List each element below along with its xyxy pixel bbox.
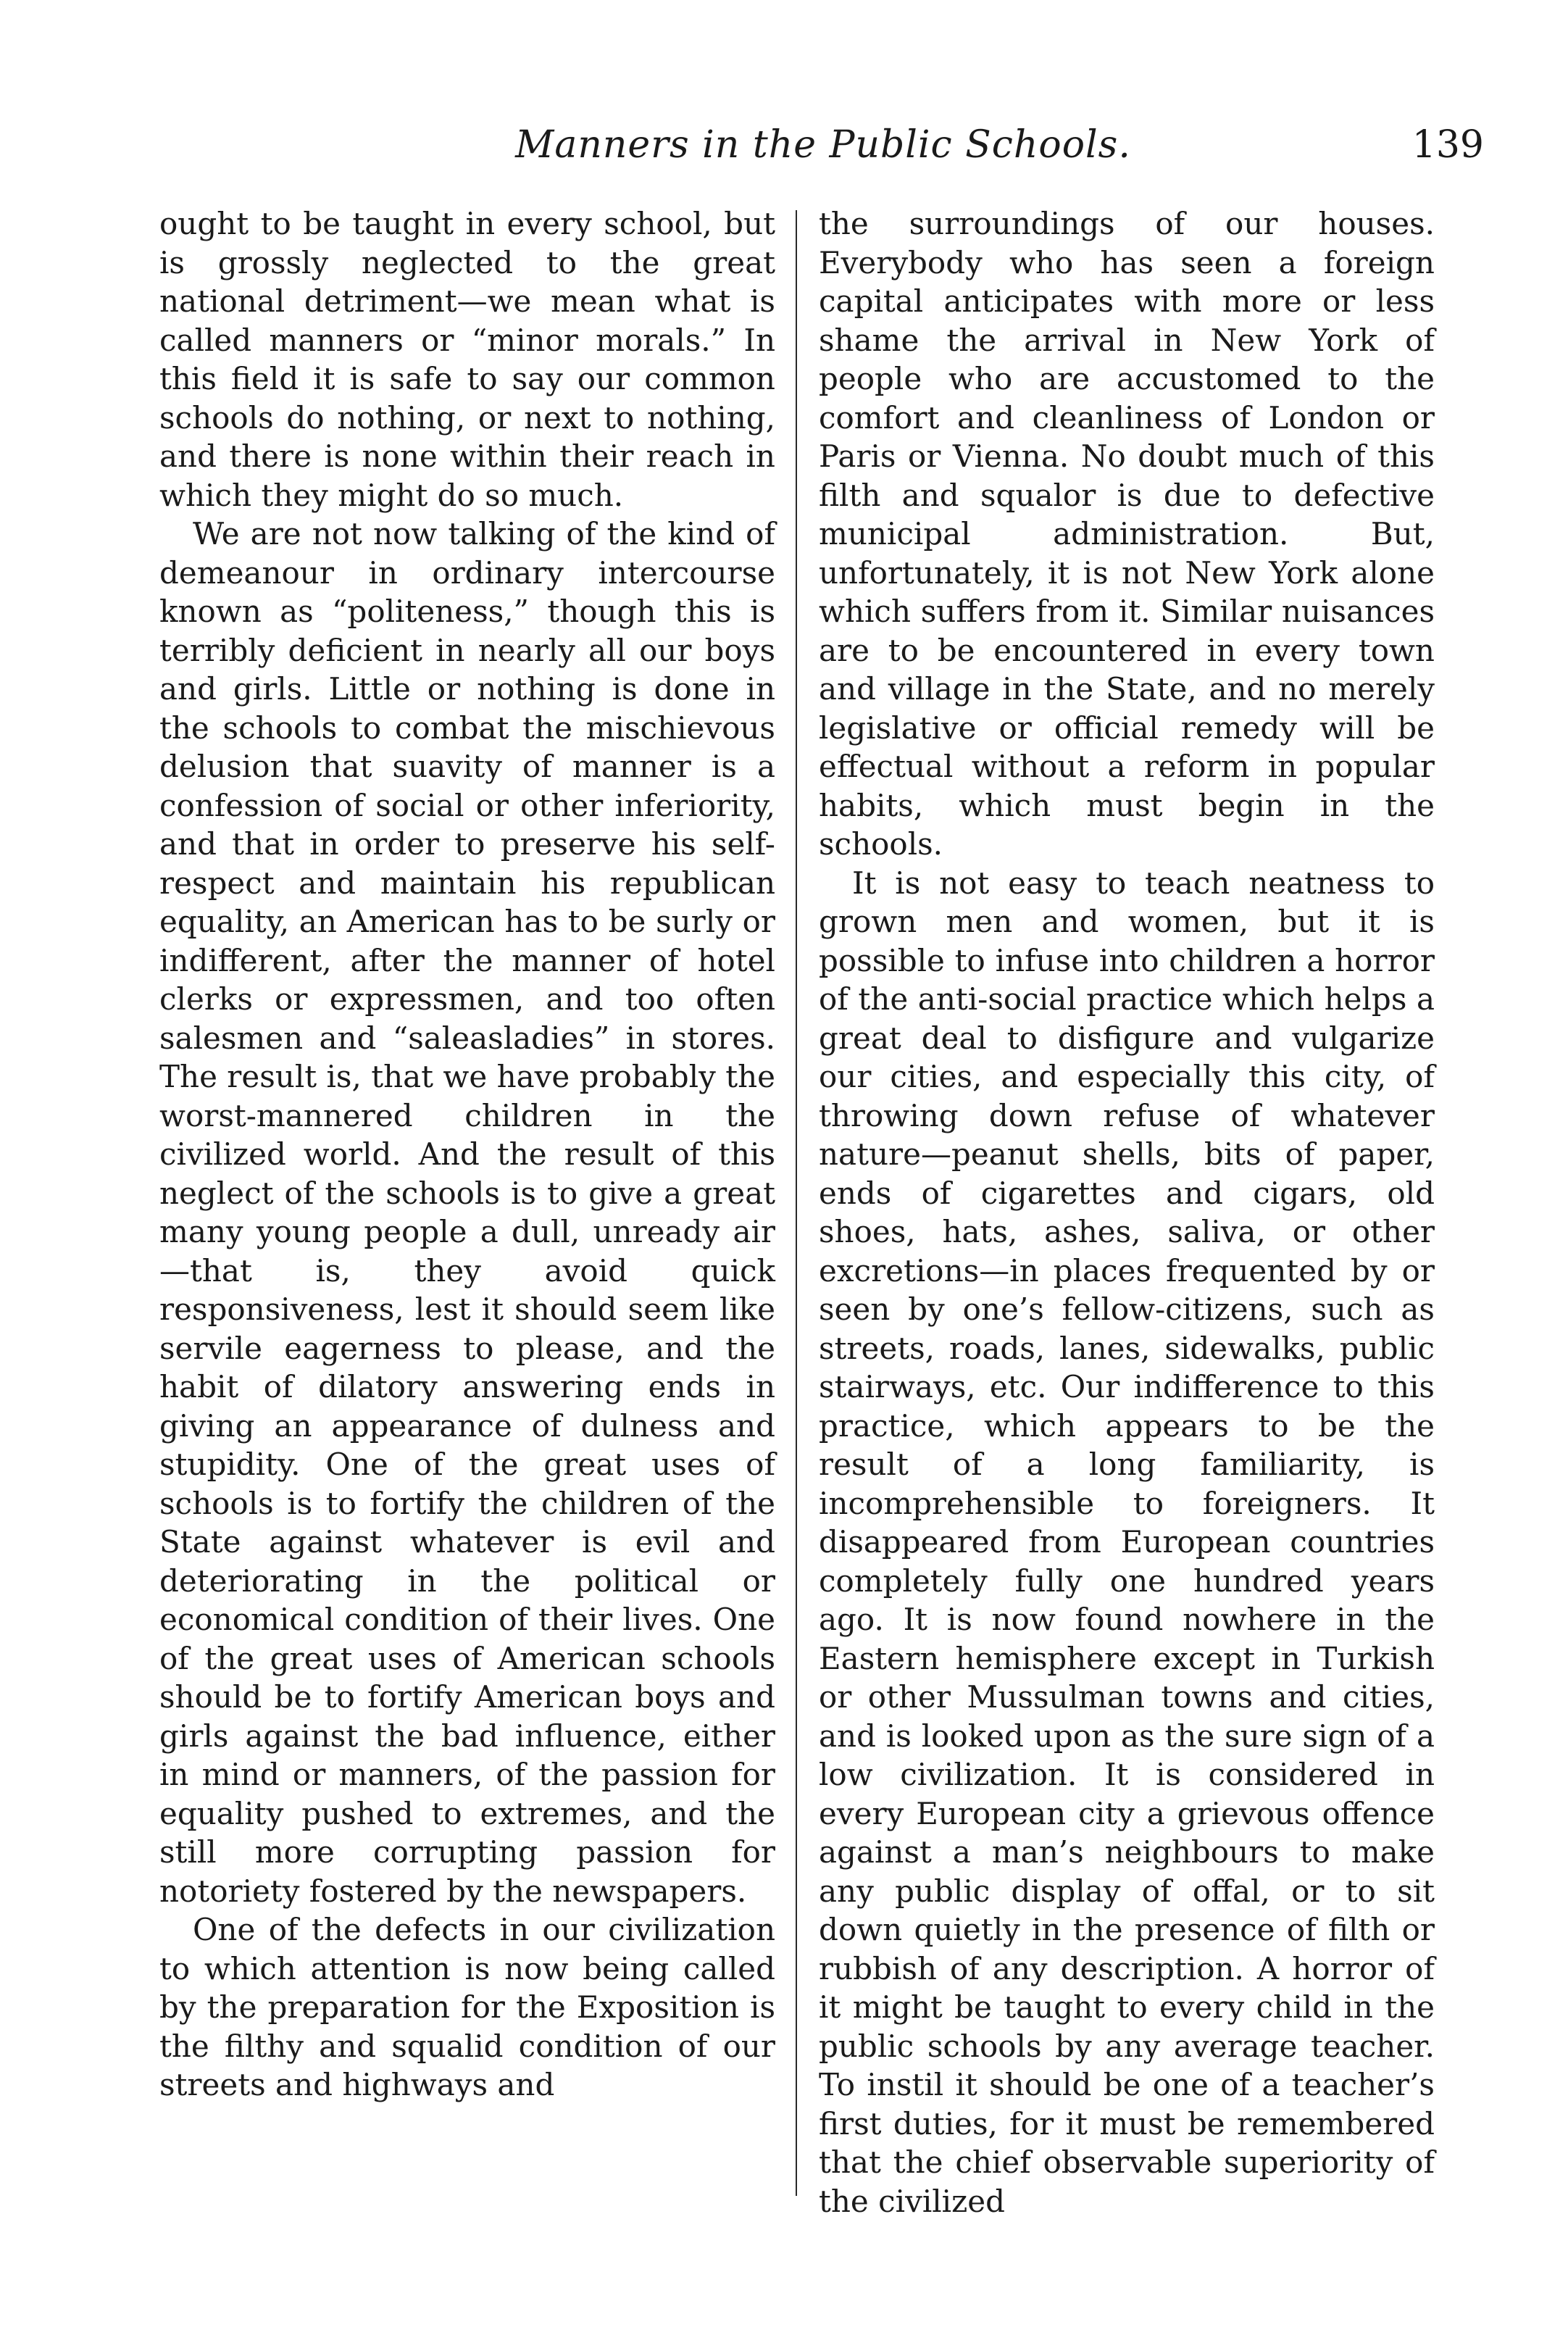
right-column — [819, 204, 1435, 2221]
paragraph: ought to be taught in every school, but is grossly neglected to the great national detriment—we mean what is called manners or “minor morals.” In this field it is safe to say our common schools do nothing, or next to nothing, and there is none within their reach in which they might do so much. — [159, 206, 775, 513]
paragraph: One of the defects in our civilization to which attention is now being called by the preparation for the Exposition is the filthy and squalid condition of our streets and highways and — [159, 1912, 775, 2102]
column-divider — [796, 210, 797, 2196]
running-title: Manners in the Public Schools. — [515, 123, 1131, 167]
paragraph: the surroundings of our houses. Everybody who has seen a foreign capital anticipates with more or less shame the arrival in New York of people who are accustomed to the comfort and cleanliness of London or Paris or Vienna. No doubt much of this filth and squalor is due to defective municipal administration. But, unfortunately, it is not New York alone which suffers from it. Similar nuisances are to be encountered in every town and village in the State, and no merely legislative or official remedy will be effectual without a reform in popular habits, which must begin in the schools. — [819, 206, 1435, 862]
paragraph: It is not easy to teach neatness to grown men and women, but it is possible to infuse into children a horror of the anti-social practice which helps a great deal to disfigure and vulgarize our cities, and especially this city, of throwing down refuse of whatever nature—peanut shells, bits of paper, ends of cigarettes and cigars, old shoes, hats, ashes, saliva, or other excretions—in places frequented by or seen by one’s fellow-citizens, such as streets, roads, lanes, sidewalks, public stairways, etc. Our indifference to this practice, which appears to be the result of a long familiarity, is incomprehensible to foreigners. It disappeared from European countries completely fully one hundred years ago. It is now found nowhere in the Eastern hemisphere except in Turkish or other Mussulman towns and cities, and is looked upon as the sure sign of a low civilization. It is considered in every European city a grievous offence against a man’s neighbours to make any public display of offal, or to sit down quietly in the presence of filth or rubbish of any description. A horror of it might be taught to every child in the public schools by any average teacher. To instil it should be one of a teacher’s first duties, for it must be remembered that the chief observable superiority of the civilized — [819, 865, 1435, 2219]
paragraph: We are not now talking of the kind of demeanour in ordinary intercourse known as “politeness,” though this is terribly deficient in nearly all our boys and girls. Little or nothing is done in the schools to combat the mischievous delusion that suavity of manner is a confession of social or other inferiority, and that in order to preserve his self-respect and maintain his republican equality, an American has to be surly or indifferent, after the manner of hotel clerks or expressmen, and too often salesmen and “saleasladies” in stores. The result is, that we have probably the worst-mannered children in the civilized world. And the result of this neglect of the schools is to give a great many young people a dull, unready air—that is, they avoid quick responsiveness, lest it should seem like servile eagerness to please, and the habit of dilatory answering ends in giving an appearance of dulness and stupidity. One of the great uses of schools is to fortify the children of the State against whatever is evil and deteriorating in the political or economical condition of their lives. One of the great uses of American schools should be to fortify American boys and girls against the bad influence, either in mind or manners, of the passion for equality pushed to extremes, and the still more corrupting passion for notoriety fostered by the newspapers. — [159, 516, 775, 1909]
page-number: 139 — [1411, 123, 1484, 167]
left-column — [159, 204, 775, 2105]
running-header — [162, 115, 1484, 175]
